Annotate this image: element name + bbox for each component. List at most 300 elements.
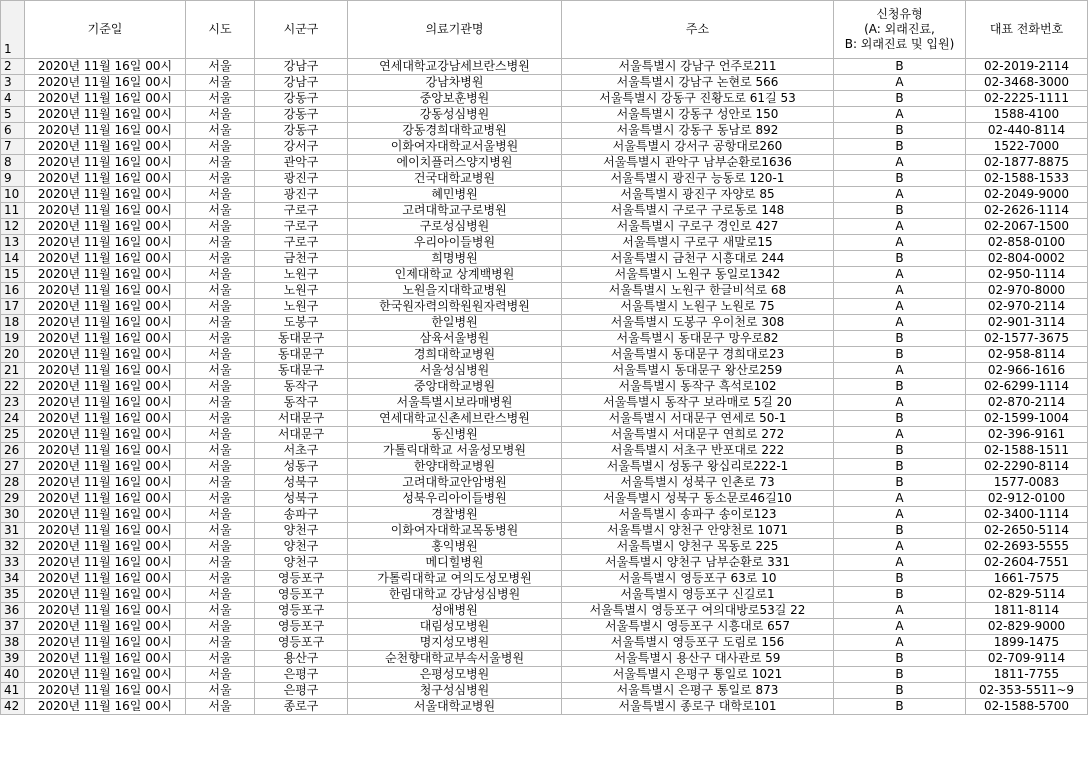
- cell-district[interactable]: 동작구: [255, 395, 348, 411]
- row-number[interactable]: 20: [1, 347, 25, 363]
- cell-date[interactable]: 2020년 11월 16일 00시: [25, 427, 186, 443]
- row-number[interactable]: 34: [1, 571, 25, 587]
- cell-district[interactable]: 강남구: [255, 59, 348, 75]
- cell-district[interactable]: 송파구: [255, 507, 348, 523]
- cell-district[interactable]: 성북구: [255, 475, 348, 491]
- row-number[interactable]: 32: [1, 539, 25, 555]
- cell-hospital[interactable]: 한림대학교 강남성심병원: [348, 587, 562, 603]
- cell-address[interactable]: 서울특별시 강남구 언주로211: [562, 59, 834, 75]
- cell-province[interactable]: 서울: [186, 107, 255, 123]
- cell-address[interactable]: 서울특별시 영등포구 63로 10: [562, 571, 834, 587]
- row-number[interactable]: 1: [1, 1, 25, 59]
- row-number[interactable]: 8: [1, 155, 25, 171]
- cell-province[interactable]: 서울: [186, 379, 255, 395]
- row-number[interactable]: 29: [1, 491, 25, 507]
- cell-hospital[interactable]: 성북우리아이들병원: [348, 491, 562, 507]
- cell-address[interactable]: 서울특별시 용산구 대사관로 59: [562, 651, 834, 667]
- cell-address[interactable]: 서울특별시 강동구 동남로 892: [562, 123, 834, 139]
- cell-hospital[interactable]: 건국대학교병원: [348, 171, 562, 187]
- header-phone[interactable]: 대표 전화번호: [966, 1, 1088, 59]
- cell-date[interactable]: 2020년 11월 16일 00시: [25, 91, 186, 107]
- row-number[interactable]: 26: [1, 443, 25, 459]
- cell-address[interactable]: 서울특별시 영등포구 도림로 156: [562, 635, 834, 651]
- cell-address[interactable]: 서울특별시 성북구 동소문로46길10: [562, 491, 834, 507]
- row-number[interactable]: 15: [1, 267, 25, 283]
- cell-district[interactable]: 구로구: [255, 203, 348, 219]
- cell-phone[interactable]: 02-1588-1533: [966, 171, 1088, 187]
- cell-type[interactable]: A: [834, 363, 966, 379]
- cell-province[interactable]: 서울: [186, 635, 255, 651]
- cell-province[interactable]: 서울: [186, 347, 255, 363]
- cell-district[interactable]: 서대문구: [255, 427, 348, 443]
- cell-phone[interactable]: 02-858-0100: [966, 235, 1088, 251]
- cell-district[interactable]: 강동구: [255, 91, 348, 107]
- cell-hospital[interactable]: 혜민병원: [348, 187, 562, 203]
- cell-phone[interactable]: 1522-7000: [966, 139, 1088, 155]
- row-number[interactable]: 41: [1, 683, 25, 699]
- cell-date[interactable]: 2020년 11월 16일 00시: [25, 555, 186, 571]
- cell-province[interactable]: 서울: [186, 651, 255, 667]
- cell-date[interactable]: 2020년 11월 16일 00시: [25, 491, 186, 507]
- cell-type[interactable]: B: [834, 571, 966, 587]
- cell-hospital[interactable]: 노원을지대학교병원: [348, 283, 562, 299]
- cell-hospital[interactable]: 한양대학교병원: [348, 459, 562, 475]
- cell-address[interactable]: 서울특별시 서대문구 연세로 50-1: [562, 411, 834, 427]
- cell-date[interactable]: 2020년 11월 16일 00시: [25, 315, 186, 331]
- cell-district[interactable]: 강동구: [255, 107, 348, 123]
- cell-district[interactable]: 서대문구: [255, 411, 348, 427]
- cell-date[interactable]: 2020년 11월 16일 00시: [25, 171, 186, 187]
- cell-type[interactable]: B: [834, 587, 966, 603]
- cell-address[interactable]: 서울특별시 도봉구 우이천로 308: [562, 315, 834, 331]
- cell-province[interactable]: 서울: [186, 331, 255, 347]
- cell-date[interactable]: 2020년 11월 16일 00시: [25, 683, 186, 699]
- cell-phone[interactable]: 02-3468-3000: [966, 75, 1088, 91]
- cell-phone[interactable]: 02-709-9114: [966, 651, 1088, 667]
- row-number[interactable]: 4: [1, 91, 25, 107]
- cell-date[interactable]: 2020년 11월 16일 00시: [25, 107, 186, 123]
- row-number[interactable]: 6: [1, 123, 25, 139]
- cell-phone[interactable]: 02-2604-7551: [966, 555, 1088, 571]
- cell-address[interactable]: 서울특별시 영등포구 여의대방로53길 22: [562, 603, 834, 619]
- cell-province[interactable]: 서울: [186, 171, 255, 187]
- cell-hospital[interactable]: 은평성모병원: [348, 667, 562, 683]
- row-number[interactable]: 19: [1, 331, 25, 347]
- cell-address[interactable]: 서울특별시 동작구 보라매로 5길 20: [562, 395, 834, 411]
- cell-province[interactable]: 서울: [186, 459, 255, 475]
- cell-district[interactable]: 강남구: [255, 75, 348, 91]
- row-number[interactable]: 2: [1, 59, 25, 75]
- cell-hospital[interactable]: 삼육서울병원: [348, 331, 562, 347]
- cell-province[interactable]: 서울: [186, 299, 255, 315]
- cell-province[interactable]: 서울: [186, 475, 255, 491]
- cell-phone[interactable]: 02-970-8000: [966, 283, 1088, 299]
- cell-hospital[interactable]: 에이치플러스양지병원: [348, 155, 562, 171]
- cell-type[interactable]: B: [834, 139, 966, 155]
- cell-hospital[interactable]: 희명병원: [348, 251, 562, 267]
- cell-date[interactable]: 2020년 11월 16일 00시: [25, 187, 186, 203]
- cell-address[interactable]: 서울특별시 동대문구 경희대로23: [562, 347, 834, 363]
- cell-type[interactable]: A: [834, 491, 966, 507]
- cell-address[interactable]: 서울특별시 관악구 남부순환로1636: [562, 155, 834, 171]
- cell-type[interactable]: A: [834, 427, 966, 443]
- row-number[interactable]: 31: [1, 523, 25, 539]
- cell-hospital[interactable]: 성애병원: [348, 603, 562, 619]
- cell-phone[interactable]: 02-958-8114: [966, 347, 1088, 363]
- row-number[interactable]: 3: [1, 75, 25, 91]
- cell-hospital[interactable]: 구로성심병원: [348, 219, 562, 235]
- cell-province[interactable]: 서울: [186, 235, 255, 251]
- cell-phone[interactable]: 02-440-8114: [966, 123, 1088, 139]
- cell-address[interactable]: 서울특별시 성동구 왕십리로222-1: [562, 459, 834, 475]
- row-number[interactable]: 35: [1, 587, 25, 603]
- cell-province[interactable]: 서울: [186, 683, 255, 699]
- cell-phone[interactable]: 02-2290-8114: [966, 459, 1088, 475]
- cell-type[interactable]: B: [834, 443, 966, 459]
- cell-district[interactable]: 도봉구: [255, 315, 348, 331]
- cell-province[interactable]: 서울: [186, 251, 255, 267]
- cell-address[interactable]: 서울특별시 서초구 반포대로 222: [562, 443, 834, 459]
- cell-date[interactable]: 2020년 11월 16일 00시: [25, 571, 186, 587]
- cell-hospital[interactable]: 한일병원: [348, 315, 562, 331]
- cell-district[interactable]: 양천구: [255, 523, 348, 539]
- cell-hospital[interactable]: 경희대학교병원: [348, 347, 562, 363]
- cell-date[interactable]: 2020년 11월 16일 00시: [25, 363, 186, 379]
- row-number[interactable]: 28: [1, 475, 25, 491]
- cell-province[interactable]: 서울: [186, 139, 255, 155]
- cell-hospital[interactable]: 순천향대학교부속서울병원: [348, 651, 562, 667]
- cell-phone[interactable]: 1899-1475: [966, 635, 1088, 651]
- cell-district[interactable]: 영등포구: [255, 635, 348, 651]
- row-number[interactable]: 14: [1, 251, 25, 267]
- cell-province[interactable]: 서울: [186, 123, 255, 139]
- cell-phone[interactable]: 02-353-5511~9: [966, 683, 1088, 699]
- cell-address[interactable]: 서울특별시 광진구 자양로 85: [562, 187, 834, 203]
- cell-date[interactable]: 2020년 11월 16일 00시: [25, 267, 186, 283]
- cell-district[interactable]: 영등포구: [255, 619, 348, 635]
- cell-district[interactable]: 금천구: [255, 251, 348, 267]
- cell-date[interactable]: 2020년 11월 16일 00시: [25, 347, 186, 363]
- cell-province[interactable]: 서울: [186, 539, 255, 555]
- cell-date[interactable]: 2020년 11월 16일 00시: [25, 699, 186, 715]
- cell-type[interactable]: B: [834, 459, 966, 475]
- cell-type[interactable]: B: [834, 667, 966, 683]
- cell-district[interactable]: 동대문구: [255, 363, 348, 379]
- cell-type[interactable]: B: [834, 651, 966, 667]
- cell-date[interactable]: 2020년 11월 16일 00시: [25, 331, 186, 347]
- cell-date[interactable]: 2020년 11월 16일 00시: [25, 203, 186, 219]
- cell-hospital[interactable]: 고려대학교안암병원: [348, 475, 562, 491]
- row-number[interactable]: 42: [1, 699, 25, 715]
- cell-district[interactable]: 동대문구: [255, 331, 348, 347]
- cell-date[interactable]: 2020년 11월 16일 00시: [25, 283, 186, 299]
- cell-province[interactable]: 서울: [186, 619, 255, 635]
- cell-phone[interactable]: 02-950-1114: [966, 267, 1088, 283]
- header-date[interactable]: 기준일: [25, 1, 186, 59]
- row-number[interactable]: 12: [1, 219, 25, 235]
- cell-type[interactable]: A: [834, 75, 966, 91]
- cell-hospital[interactable]: 대림성모병원: [348, 619, 562, 635]
- cell-district[interactable]: 동대문구: [255, 347, 348, 363]
- cell-hospital[interactable]: 메디힐병원: [348, 555, 562, 571]
- cell-phone[interactable]: 02-2693-5555: [966, 539, 1088, 555]
- row-number[interactable]: 9: [1, 171, 25, 187]
- cell-type[interactable]: B: [834, 331, 966, 347]
- cell-address[interactable]: 서울특별시 종로구 대학로101: [562, 699, 834, 715]
- row-number[interactable]: 36: [1, 603, 25, 619]
- cell-phone[interactable]: 02-2225-1111: [966, 91, 1088, 107]
- cell-district[interactable]: 노원구: [255, 267, 348, 283]
- cell-province[interactable]: 서울: [186, 363, 255, 379]
- cell-district[interactable]: 관악구: [255, 155, 348, 171]
- cell-district[interactable]: 광진구: [255, 171, 348, 187]
- cell-hospital[interactable]: 한국원자력의학원원자력병원: [348, 299, 562, 315]
- cell-address[interactable]: 서울특별시 서대문구 연희로 272: [562, 427, 834, 443]
- cell-hospital[interactable]: 명지성모병원: [348, 635, 562, 651]
- header-district[interactable]: 시군구: [255, 1, 348, 59]
- cell-province[interactable]: 서울: [186, 187, 255, 203]
- cell-date[interactable]: 2020년 11월 16일 00시: [25, 411, 186, 427]
- cell-address[interactable]: 서울특별시 노원구 동일로1342: [562, 267, 834, 283]
- row-number[interactable]: 22: [1, 379, 25, 395]
- cell-hospital[interactable]: 경찰병원: [348, 507, 562, 523]
- cell-district[interactable]: 은평구: [255, 683, 348, 699]
- row-number[interactable]: 5: [1, 107, 25, 123]
- cell-type[interactable]: A: [834, 267, 966, 283]
- cell-date[interactable]: 2020년 11월 16일 00시: [25, 651, 186, 667]
- cell-phone[interactable]: 1661-7575: [966, 571, 1088, 587]
- cell-type[interactable]: B: [834, 123, 966, 139]
- cell-phone[interactable]: 02-1877-8875: [966, 155, 1088, 171]
- cell-address[interactable]: 서울특별시 금천구 시흥대로 244: [562, 251, 834, 267]
- row-number[interactable]: 33: [1, 555, 25, 571]
- cell-date[interactable]: 2020년 11월 16일 00시: [25, 395, 186, 411]
- cell-type[interactable]: A: [834, 395, 966, 411]
- row-number[interactable]: 38: [1, 635, 25, 651]
- cell-phone[interactable]: 02-2626-1114: [966, 203, 1088, 219]
- row-number[interactable]: 24: [1, 411, 25, 427]
- cell-phone[interactable]: 02-2019-2114: [966, 59, 1088, 75]
- cell-date[interactable]: 2020년 11월 16일 00시: [25, 635, 186, 651]
- cell-address[interactable]: 서울특별시 강동구 성안로 150: [562, 107, 834, 123]
- cell-address[interactable]: 서울특별시 강동구 진황도로 61길 53: [562, 91, 834, 107]
- cell-province[interactable]: 서울: [186, 443, 255, 459]
- cell-district[interactable]: 구로구: [255, 219, 348, 235]
- cell-phone[interactable]: 1811-8114: [966, 603, 1088, 619]
- cell-province[interactable]: 서울: [186, 427, 255, 443]
- cell-address[interactable]: 서울특별시 구로구 새말로15: [562, 235, 834, 251]
- cell-type[interactable]: B: [834, 59, 966, 75]
- cell-type[interactable]: B: [834, 203, 966, 219]
- row-number[interactable]: 16: [1, 283, 25, 299]
- cell-address[interactable]: 서울특별시 양천구 안양천로 1071: [562, 523, 834, 539]
- cell-province[interactable]: 서울: [186, 411, 255, 427]
- cell-province[interactable]: 서울: [186, 219, 255, 235]
- cell-district[interactable]: 성동구: [255, 459, 348, 475]
- cell-address[interactable]: 서울특별시 송파구 송이로123: [562, 507, 834, 523]
- cell-type[interactable]: A: [834, 635, 966, 651]
- cell-province[interactable]: 서울: [186, 587, 255, 603]
- cell-type[interactable]: A: [834, 235, 966, 251]
- cell-date[interactable]: 2020년 11월 16일 00시: [25, 155, 186, 171]
- cell-phone[interactable]: 02-2650-5114: [966, 523, 1088, 539]
- cell-date[interactable]: 2020년 11월 16일 00시: [25, 619, 186, 635]
- cell-address[interactable]: 서울특별시 영등포구 신길로1: [562, 587, 834, 603]
- cell-date[interactable]: 2020년 11월 16일 00시: [25, 475, 186, 491]
- cell-hospital[interactable]: 중앙대학교병원: [348, 379, 562, 395]
- cell-district[interactable]: 서초구: [255, 443, 348, 459]
- row-number[interactable]: 21: [1, 363, 25, 379]
- cell-hospital[interactable]: 홍익병원: [348, 539, 562, 555]
- cell-province[interactable]: 서울: [186, 507, 255, 523]
- cell-type[interactable]: A: [834, 507, 966, 523]
- cell-address[interactable]: 서울특별시 동대문구 망우로82: [562, 331, 834, 347]
- cell-phone[interactable]: 1577-0083: [966, 475, 1088, 491]
- cell-address[interactable]: 서울특별시 양천구 목동로 225: [562, 539, 834, 555]
- cell-phone[interactable]: 02-829-9000: [966, 619, 1088, 635]
- cell-type[interactable]: B: [834, 699, 966, 715]
- cell-type[interactable]: B: [834, 251, 966, 267]
- cell-phone[interactable]: 02-966-1616: [966, 363, 1088, 379]
- cell-hospital[interactable]: 동신병원: [348, 427, 562, 443]
- cell-address[interactable]: 서울특별시 동대문구 왕산로259: [562, 363, 834, 379]
- cell-type[interactable]: A: [834, 619, 966, 635]
- cell-district[interactable]: 영등포구: [255, 587, 348, 603]
- cell-phone[interactable]: 02-804-0002: [966, 251, 1088, 267]
- cell-province[interactable]: 서울: [186, 283, 255, 299]
- cell-hospital[interactable]: 우리아이들병원: [348, 235, 562, 251]
- cell-district[interactable]: 동작구: [255, 379, 348, 395]
- cell-district[interactable]: 영등포구: [255, 603, 348, 619]
- cell-address[interactable]: 서울특별시 노원구 노원로 75: [562, 299, 834, 315]
- cell-type[interactable]: A: [834, 539, 966, 555]
- cell-date[interactable]: 2020년 11월 16일 00시: [25, 139, 186, 155]
- cell-phone[interactable]: 02-1599-1004: [966, 411, 1088, 427]
- cell-type[interactable]: A: [834, 555, 966, 571]
- row-number[interactable]: 11: [1, 203, 25, 219]
- row-number[interactable]: 18: [1, 315, 25, 331]
- cell-address[interactable]: 서울특별시 구로구 구로동로 148: [562, 203, 834, 219]
- cell-phone[interactable]: 02-870-2114: [966, 395, 1088, 411]
- cell-province[interactable]: 서울: [186, 75, 255, 91]
- cell-district[interactable]: 은평구: [255, 667, 348, 683]
- row-number[interactable]: 40: [1, 667, 25, 683]
- cell-type[interactable]: A: [834, 155, 966, 171]
- cell-date[interactable]: 2020년 11월 16일 00시: [25, 75, 186, 91]
- cell-date[interactable]: 2020년 11월 16일 00시: [25, 667, 186, 683]
- cell-phone[interactable]: 02-1588-1511: [966, 443, 1088, 459]
- cell-hospital[interactable]: 고려대학교구로병원: [348, 203, 562, 219]
- cell-address[interactable]: 서울특별시 노원구 한글비석로 68: [562, 283, 834, 299]
- cell-type[interactable]: B: [834, 475, 966, 491]
- cell-hospital[interactable]: 가톨릭대학교 여의도성모병원: [348, 571, 562, 587]
- cell-hospital[interactable]: 연세대학교강남세브란스병원: [348, 59, 562, 75]
- header-address[interactable]: 주소: [562, 1, 834, 59]
- cell-address[interactable]: 서울특별시 광진구 능동로 120-1: [562, 171, 834, 187]
- cell-hospital[interactable]: 강동성심병원: [348, 107, 562, 123]
- cell-district[interactable]: 양천구: [255, 555, 348, 571]
- cell-phone[interactable]: 02-1577-3675: [966, 331, 1088, 347]
- cell-type[interactable]: B: [834, 91, 966, 107]
- cell-province[interactable]: 서울: [186, 91, 255, 107]
- cell-district[interactable]: 광진구: [255, 187, 348, 203]
- cell-hospital[interactable]: 서울특별시보라매병원: [348, 395, 562, 411]
- cell-date[interactable]: 2020년 11월 16일 00시: [25, 587, 186, 603]
- cell-province[interactable]: 서울: [186, 315, 255, 331]
- cell-date[interactable]: 2020년 11월 16일 00시: [25, 235, 186, 251]
- cell-phone[interactable]: 02-912-0100: [966, 491, 1088, 507]
- cell-province[interactable]: 서울: [186, 267, 255, 283]
- cell-type[interactable]: A: [834, 187, 966, 203]
- cell-province[interactable]: 서울: [186, 491, 255, 507]
- cell-hospital[interactable]: 서울대학교병원: [348, 699, 562, 715]
- cell-phone[interactable]: 02-3400-1114: [966, 507, 1088, 523]
- cell-address[interactable]: 서울특별시 양천구 남부순환로 331: [562, 555, 834, 571]
- cell-phone[interactable]: 02-901-3114: [966, 315, 1088, 331]
- cell-type[interactable]: A: [834, 107, 966, 123]
- cell-address[interactable]: 서울특별시 구로구 경인로 427: [562, 219, 834, 235]
- cell-hospital[interactable]: 중앙보훈병원: [348, 91, 562, 107]
- cell-province[interactable]: 서울: [186, 203, 255, 219]
- cell-address[interactable]: 서울특별시 은평구 통일로 1021: [562, 667, 834, 683]
- cell-phone[interactable]: 02-2067-1500: [966, 219, 1088, 235]
- cell-hospital[interactable]: 이화여자대학교서울병원: [348, 139, 562, 155]
- cell-hospital[interactable]: 청구성심병원: [348, 683, 562, 699]
- cell-type[interactable]: B: [834, 379, 966, 395]
- cell-phone[interactable]: 02-970-2114: [966, 299, 1088, 315]
- cell-district[interactable]: 양천구: [255, 539, 348, 555]
- cell-date[interactable]: 2020년 11월 16일 00시: [25, 59, 186, 75]
- cell-type[interactable]: B: [834, 523, 966, 539]
- cell-type[interactable]: B: [834, 347, 966, 363]
- cell-type[interactable]: A: [834, 299, 966, 315]
- cell-district[interactable]: 강서구: [255, 139, 348, 155]
- header-province[interactable]: 시도: [186, 1, 255, 59]
- cell-type[interactable]: A: [834, 219, 966, 235]
- cell-address[interactable]: 서울특별시 은평구 통일로 873: [562, 683, 834, 699]
- cell-address[interactable]: 서울특별시 영등포구 시흥대로 657: [562, 619, 834, 635]
- cell-date[interactable]: 2020년 11월 16일 00시: [25, 507, 186, 523]
- cell-type[interactable]: A: [834, 603, 966, 619]
- cell-hospital[interactable]: 가톨릭대학교 서울성모병원: [348, 443, 562, 459]
- cell-hospital[interactable]: 이화여자대학교목동병원: [348, 523, 562, 539]
- cell-date[interactable]: 2020년 11월 16일 00시: [25, 219, 186, 235]
- cell-phone[interactable]: 02-1588-5700: [966, 699, 1088, 715]
- header-hospital[interactable]: 의료기관명: [348, 1, 562, 59]
- cell-date[interactable]: 2020년 11월 16일 00시: [25, 539, 186, 555]
- row-number[interactable]: 27: [1, 459, 25, 475]
- cell-district[interactable]: 구로구: [255, 235, 348, 251]
- cell-province[interactable]: 서울: [186, 59, 255, 75]
- cell-phone[interactable]: 02-2049-9000: [966, 187, 1088, 203]
- cell-address[interactable]: 서울특별시 강남구 논현로 566: [562, 75, 834, 91]
- row-number[interactable]: 25: [1, 427, 25, 443]
- cell-hospital[interactable]: 인제대학교 상계백병원: [348, 267, 562, 283]
- cell-province[interactable]: 서울: [186, 155, 255, 171]
- cell-phone[interactable]: 02-396-9161: [966, 427, 1088, 443]
- cell-province[interactable]: 서울: [186, 667, 255, 683]
- cell-hospital[interactable]: 강동경희대학교병원: [348, 123, 562, 139]
- cell-type[interactable]: B: [834, 411, 966, 427]
- cell-hospital[interactable]: 연세대학교신촌세브란스병원: [348, 411, 562, 427]
- cell-date[interactable]: 2020년 11월 16일 00시: [25, 379, 186, 395]
- cell-province[interactable]: 서울: [186, 699, 255, 715]
- cell-address[interactable]: 서울특별시 성북구 인촌로 73: [562, 475, 834, 491]
- cell-province[interactable]: 서울: [186, 603, 255, 619]
- row-number[interactable]: 30: [1, 507, 25, 523]
- cell-district[interactable]: 성북구: [255, 491, 348, 507]
- cell-type[interactable]: A: [834, 283, 966, 299]
